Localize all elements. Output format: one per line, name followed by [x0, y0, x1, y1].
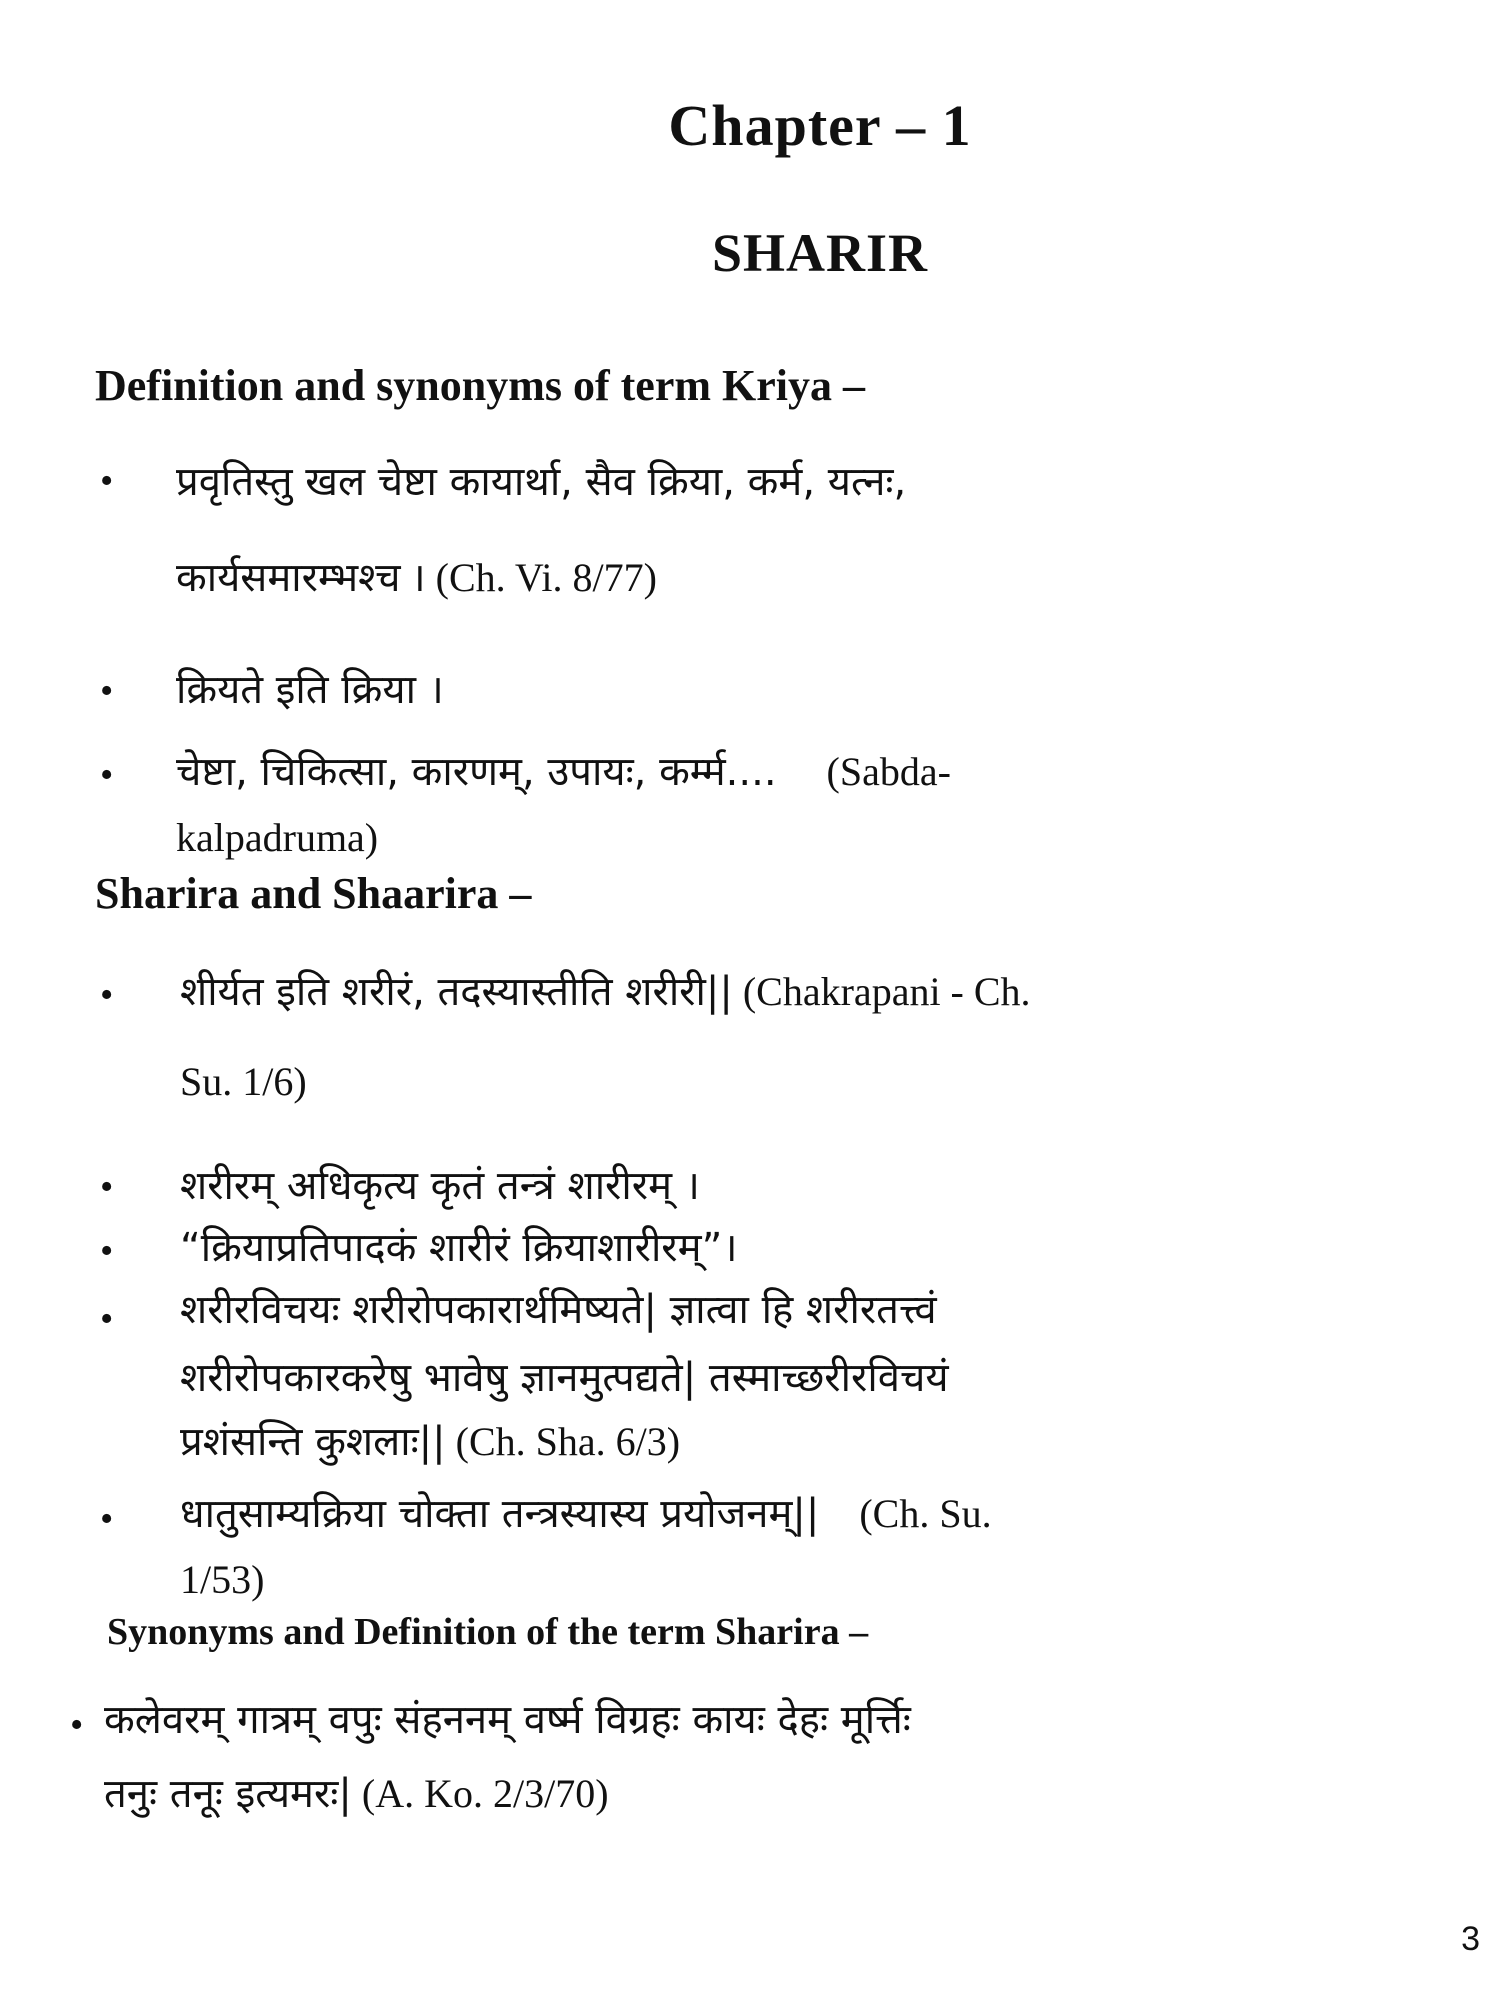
section-title: SHARIR [711, 223, 929, 283]
bullet-icon: • [100, 1498, 114, 1540]
kriya-item-3-reference-2: kalpadruma) [176, 815, 379, 860]
synonym-item-1-line-1 [104, 1690, 911, 1745]
kriya-item-3-line-1 [176, 742, 951, 797]
kriya-item-1-text: प्रवृतिस्तु खल चेष्टा कायार्था, सैव क्रिया, कर्म, यत्नः, [176, 459, 907, 505]
bullet-icon: • [70, 1704, 84, 1746]
sharira-item-4-text-1: शरीरविचयः शरीरोपकारार्थमिष्यते| ज्ञात्वा हि शरीरतत्त्वं [180, 1287, 937, 1333]
sharira-item-4-line-3 [180, 1412, 680, 1467]
heading-kriya: Definition and synonyms of term Kriya – [95, 361, 865, 410]
sharira-item-4-text-2: शरीरोपकारकरेषु भावेषु ज्ञानमुत्पद्यते| तस्माच्छरीरविचयं [180, 1355, 949, 1401]
sharira-item-4-text-3: प्रशंसन्ति कुशलाः|| [180, 1419, 446, 1465]
heading-sharira-shaarira: Sharira and Shaarira – [95, 869, 532, 918]
bullet-icon: • [100, 1230, 114, 1272]
sharira-item-5-line-1 [180, 1484, 992, 1539]
bullet-icon: • [100, 1166, 114, 1208]
kriya-item-2 [176, 660, 444, 715]
sharira-item-2 [180, 1156, 700, 1211]
sharira-item-4-line-2 [180, 1348, 949, 1403]
heading-synonyms-sharira: Synonyms and Definition of the term Sharira – [107, 1611, 869, 1653]
sharira-item-1-reference: (Chakrapani - Ch. [742, 969, 1031, 1014]
kriya-item-1-line-1 [176, 452, 906, 507]
kriya-item-3-text: चेष्टा, चिकित्सा, कारणम्, उपायः, कर्म्म.... [176, 749, 777, 795]
sharira-item-3 [180, 1218, 737, 1273]
kriya-item-3-line-2 [176, 814, 378, 861]
kriya-item-3-reference: (Sabda- [826, 749, 951, 794]
kriya-item-1-line-2 [176, 548, 657, 603]
chapter-title: Chapter – 1 [668, 93, 972, 158]
bullet-icon: • [100, 670, 114, 712]
bullet-icon: • [100, 974, 114, 1016]
bullet-icon: • [100, 754, 114, 796]
sharira-item-4-reference: (Ch. Sha. 6/3) [455, 1419, 681, 1464]
sharira-item-1-line-1 [180, 962, 1031, 1017]
sharira-item-3-text: “क्रियाप्रतिपादकं शारीरं क्रियाशारीरम्”। [180, 1225, 738, 1271]
page-number: 3 [1461, 1920, 1480, 1958]
bullet-icon: • [100, 1298, 114, 1340]
synonym-item-1-line-2 [104, 1764, 609, 1819]
kriya-item-2-text: क्रियते इति क्रिया । [176, 667, 444, 713]
sharira-item-5-line-2 [180, 1556, 264, 1603]
sharira-item-5-text: धातुसाम्यक्रिया चोक्ता तन्त्रस्यास्य प्रयोजनम्|| [180, 1491, 820, 1537]
sharira-item-1-reference-2: Su. 1/6) [180, 1059, 307, 1104]
kriya-item-1-text-2: कार्यसमारम्भश्च [176, 555, 401, 601]
sharira-item-2-text: शरीरम् अधिकृत्य कृतं तन्त्रं शारीरम् । [180, 1163, 700, 1209]
sharira-item-5-reference-2: 1/53) [180, 1557, 265, 1602]
synonym-item-1-text-2: तनुः तनूः इत्यमरः| [104, 1771, 352, 1817]
sharira-item-5-reference: (Ch. Su. [859, 1491, 992, 1536]
sharira-item-4-line-1 [180, 1280, 937, 1335]
synonym-item-1-text: कलेवरम् गात्रम् वपुः संहननम् वर्ष्म विग्रहः कायः देहः मूर्त्तिः [104, 1697, 911, 1743]
synonym-item-1-reference: (A. Ko. 2/3/70) [361, 1771, 609, 1816]
sharira-item-1-text: शीर्यत इति शरीरं, तदस्यास्तीति शरीरी|| [180, 969, 733, 1015]
kriya-item-1-reference: । (Ch. Vi. 8/77) [410, 555, 657, 600]
bullet-icon: • [100, 460, 114, 502]
sharira-item-1-line-2 [180, 1058, 307, 1105]
